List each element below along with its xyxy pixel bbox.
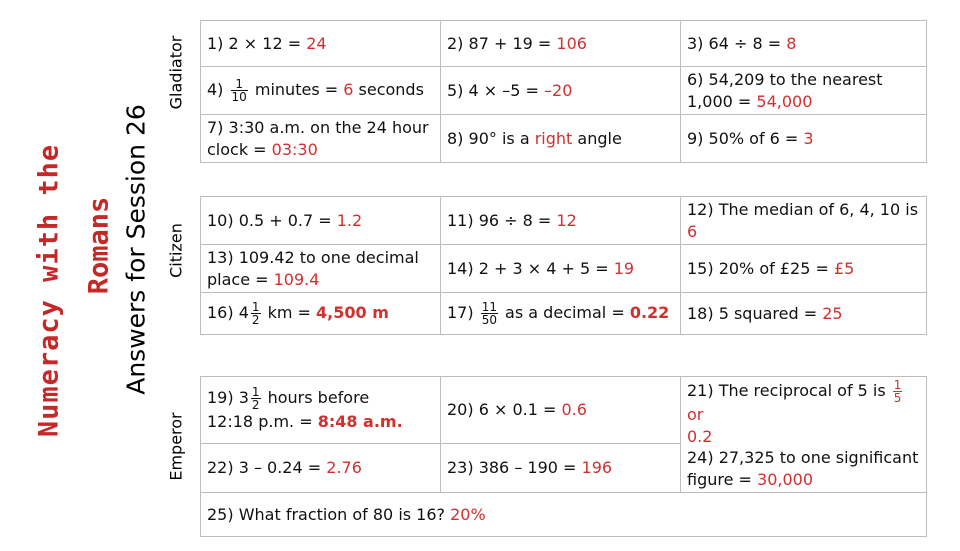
emperor-table [200,376,927,537]
question-24: 24) 27,325 to one significant figure = 30,000 [687,448,919,489]
question-16: 16) 4 $\frac{1}{2}$ km = 4,500 m [201,293,441,335]
question-25: 25) What fraction of 80 is 16? 20% [201,493,927,537]
question-19: 19) 3 $\frac{1}{2}$ hours before 12:18 p.m. = 8:48 a.m. [201,377,441,444]
question-15: 15) 20% of £25 = £5 [681,245,927,293]
question-17: 17) $\frac{11}{50}$ as a decimal = 0.22 [441,293,681,335]
question-23: 23) 386 – 190 = 196 [441,443,681,493]
question-3: 3) 64 ÷ 8 = 8 [681,21,927,67]
question-14: 14) 2 + 3 × 4 + 5 = 19 [441,245,681,293]
question-4: 4) $\frac{1}{10}$ minutes = 6 seconds [201,67,441,115]
title-romans: Romans [83,196,115,295]
title-numeracy: Numeracy with the [33,143,65,438]
question-21: 21) The reciprocal of 5 is $\frac{1}{5}$ or 0.2 [687,378,902,446]
question-10: 10) 0.5 + 0.7 = 1.2 [201,197,441,245]
question-20: 20) 6 × 0.1 = 0.6 [441,377,681,444]
question-5: 5) 4 × –5 = –20 [441,67,681,115]
question-2: 2) 87 + 19 = 106 [441,21,681,67]
question-8: 8) 90° is a right angle [441,115,681,163]
question-6: 6) 54,209 to the nearest 1,000 = 54,000 [681,67,927,115]
question-21-24 [681,377,927,493]
question-1: 1) 2 × 12 = 24 [201,21,441,67]
section-label-citizen: Citizen [166,223,186,278]
question-9: 9) 50% of 6 = 3 [681,115,927,163]
question-7: 7) 3:30 a.m. on the 24 hour clock = 03:30 [201,115,441,163]
question-18: 18) 5 squared = 25 [681,293,927,335]
question-12: 12) The median of 6, 4, 10 is 6 [681,197,927,245]
section-label-gladiator: Gladiator [166,35,186,110]
gladiator-table [200,20,927,163]
question-22: 22) 3 – 0.24 = 2.76 [201,443,441,493]
question-11: 11) 96 ÷ 8 = 12 [441,197,681,245]
title-answers: Answers for Session 26 [121,104,151,395]
citizen-table [200,196,927,335]
question-13: 13) 109.42 to one decimal place = 109.4 [201,245,441,293]
section-label-emperor: Emperor [166,412,186,481]
